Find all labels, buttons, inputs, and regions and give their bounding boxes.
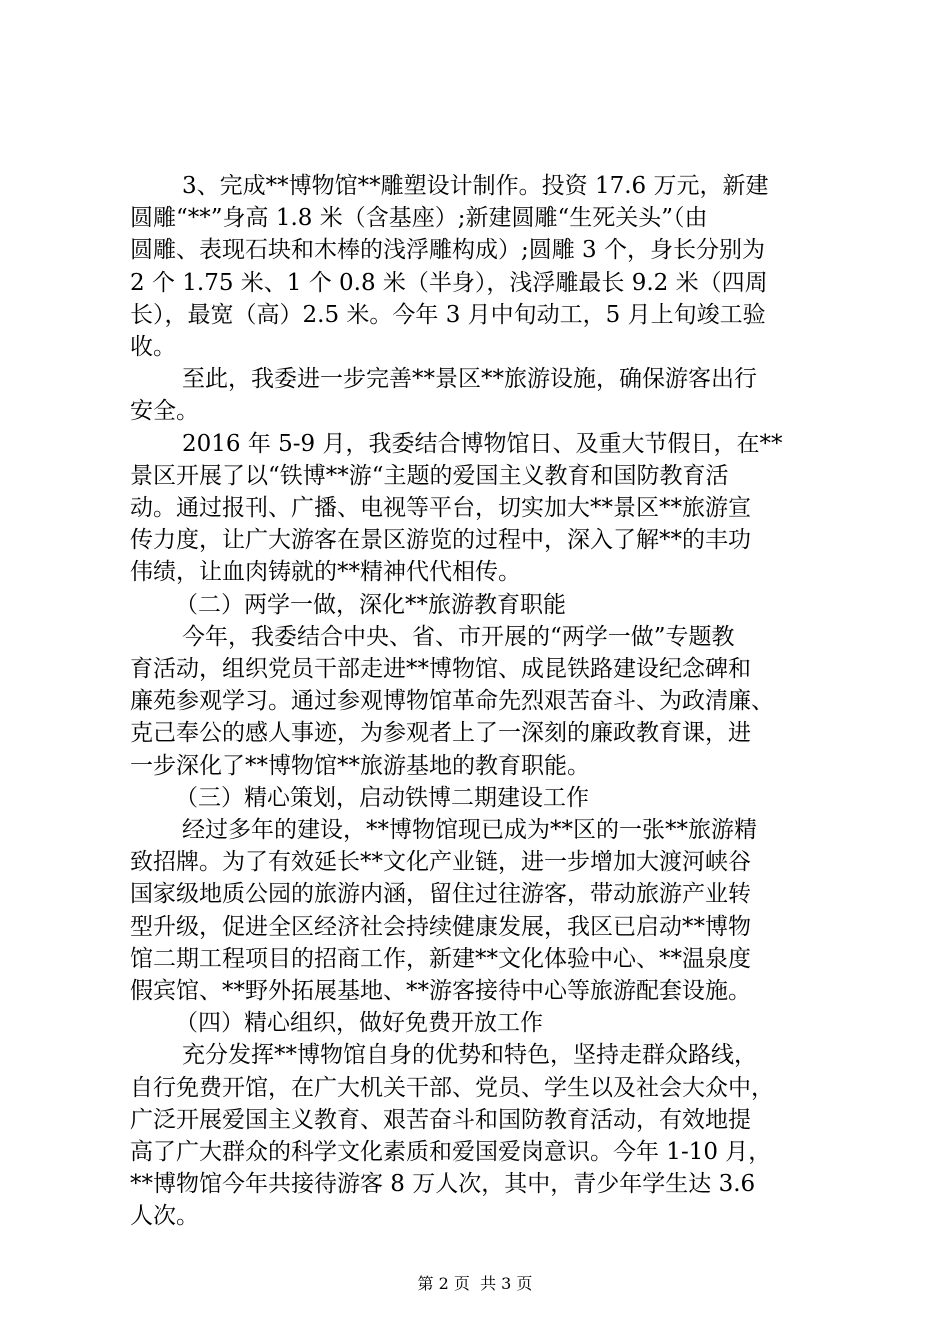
body-line: 今年，我委结合中央、省、市开展的“两学一做”专题教 — [182, 623, 735, 650]
body-line: 2016 年 5-9 月，我委结合博物馆日、及重大节假日，在** — [182, 430, 783, 457]
body-line: 传力度，让广大游客在景区游览的过程中，深入了解**的丰功 — [130, 527, 751, 554]
body-line: 经过多年的建设，**博物馆现已成为**区的一张**旅游精 — [182, 817, 757, 843]
body-line: 一步深化了**博物馆**旅游基地的教育职能。 — [130, 752, 590, 779]
body-line: 育活动，组织党员干部走进**博物馆、成昆铁路建设纪念碑和 — [130, 656, 751, 682]
section-heading: （三）精心策划，启动铁博二期建设工作 — [175, 784, 589, 811]
body-line: 克己奉公的感人事迹，为参观者上了一深刻的廉政教育课，进 — [130, 720, 751, 747]
page-footer: 第 2 页 共 3 页 — [417, 1274, 533, 1293]
body-line: 假宾馆、**野外拓展基地、**游客接待中心等旅游配套设施。 — [130, 978, 751, 1004]
section-heading: （二）两学一做，深化**旅游教育职能 — [175, 591, 566, 618]
body-line: 致招牌。为了有效延长**文化产业链，进一步增加大渡河峡谷 — [130, 849, 751, 876]
body-line: 景区开展了以“铁博**游“主题的爱国主义教育和国防教育活 — [130, 462, 729, 489]
body-line: 廉苑参观学习。通过参观博物馆革命先烈艰苦奋斗、为政清廉、 — [130, 688, 774, 715]
body-line: 广泛开展爱国主义教育、艰苦奋斗和国防教育活动，有效地提 — [130, 1106, 751, 1133]
body-line: 安全。 — [130, 398, 199, 425]
body-line: 长），最宽（高）2.5 米。今年 3 月中旬动工，5 月上旬竣工验 — [130, 301, 766, 328]
body-line: 自行免费开馆，在广大机关干部、党员、学生以及社会大众中， — [130, 1074, 774, 1101]
body-line: 2 个 1.75 米、1 个 0.8 米（半身），浅浮雕最长 9.2 米（四周 — [130, 269, 768, 296]
body-line: 圆雕“**”身高 1.8 米（含基座）;新建圆雕“生死关头”（由 — [130, 205, 708, 232]
body-line: 型升级，促进全区经济社会持续健康发展，我区已启动**博物 — [130, 913, 751, 940]
body-line: 国家级地质公园的旅游内涵，留住过往游客，带动旅游产业转 — [130, 881, 751, 908]
body-line: 人次。 — [130, 1203, 199, 1230]
body-line: 至此，我委进一步完善**景区**旅游设施，确保游客出行 — [182, 366, 757, 393]
body-line: 动。通过报刊、广播、电视等平台，切实加大**景区**旅游宣 — [130, 495, 751, 521]
body-line: 伟绩，让血肉铸就的**精神代代相传。 — [130, 559, 521, 586]
section-heading: （四）精心组织，做好免费开放工作 — [175, 1010, 543, 1037]
body-line: **博物馆今年共接待游客 8 万人次，其中，青少年学生达 3.6 — [130, 1171, 756, 1198]
body-line: 3、完成**博物馆**雕塑设计制作。投资 17.6 万元，新建 — [182, 173, 769, 199]
body-line: 圆雕、表现石块和木棒的浅浮雕构成）;圆雕 3 个，身长分别为 — [130, 237, 766, 264]
body-line: 收。 — [130, 334, 176, 360]
body-line: 高了广大群众的科学文化素质和爱国爱岗意识。今年 1-10 月， — [130, 1139, 772, 1165]
body-line: 充分发挥**博物馆自身的优势和特色，坚持走群众路线， — [182, 1042, 757, 1069]
body-line: 馆二期工程项目的招商工作，新建**文化体验中心、**温泉度 — [130, 945, 751, 972]
